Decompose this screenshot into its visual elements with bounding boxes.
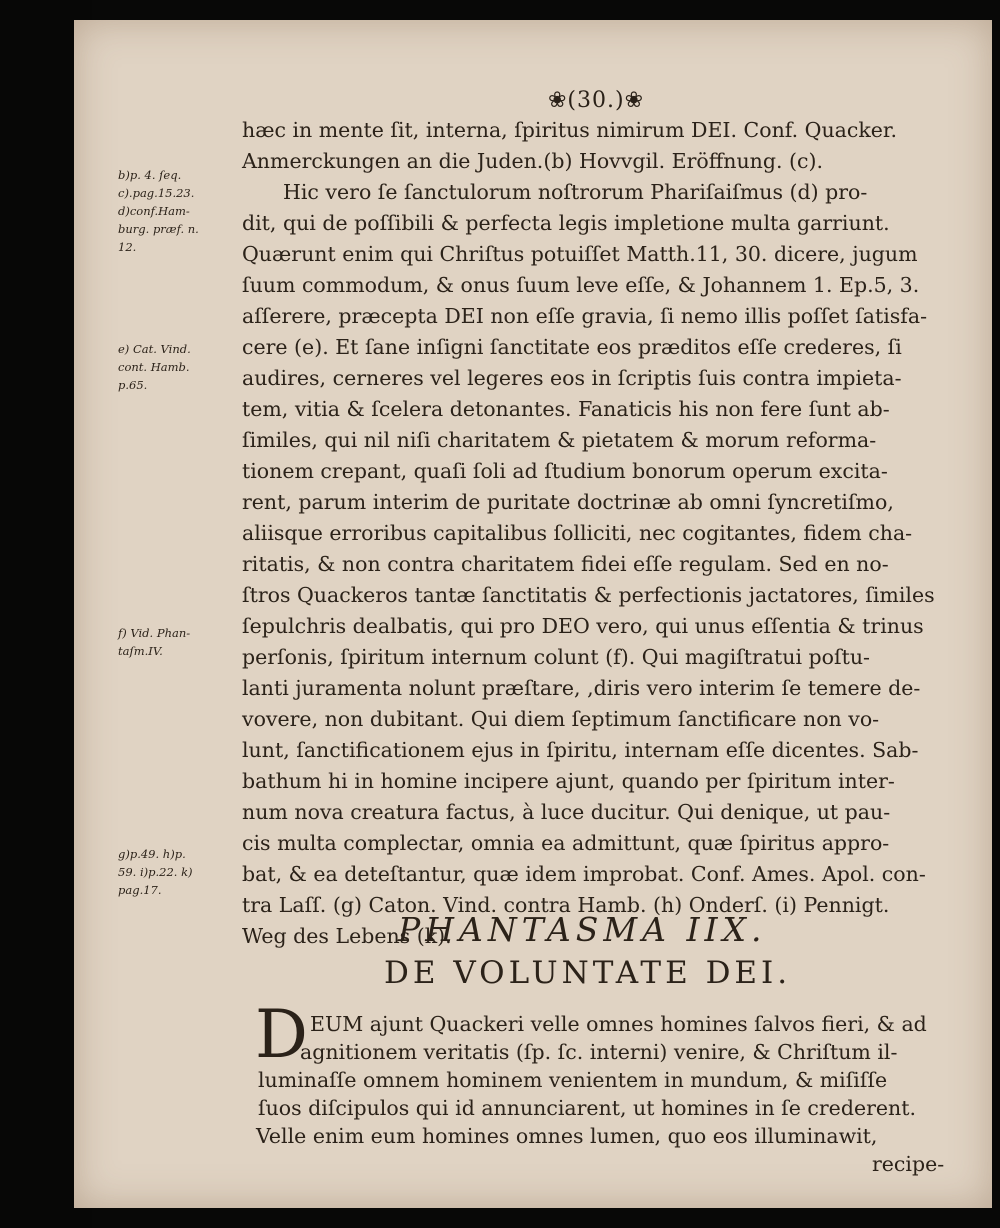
margin-note: 59. i)p.22. k) (118, 865, 193, 879)
body-line: cis multa complectar, omnia ea admittunt, quæ ſpiritus appro- (242, 831, 890, 855)
body-line: Quærunt enim qui Chriſtus potuiſſet Matth.11, 30. dicere, jugum (242, 242, 918, 266)
body-line: tra Laſſ. (g) Caton. Vind. contra Hamb. (h) Onderſ. (i) Pennigt. (242, 893, 890, 917)
body-line: Hic vero ſe ſanctulorum noſtrorum Phariſaiſmus (d) pro- (283, 180, 868, 204)
body-line: ſuum commodum, & onus ſuum leve eſſe, & Johannem 1. Ep.5, 3. (242, 273, 920, 297)
body-line: vovere, non dubitant. Qui diem ſeptimum ſanctificare non vo- (242, 707, 880, 731)
body-line: rent, parum interim de puritate doctrinæ ab omni ſyncretiſmo, (242, 490, 894, 514)
margin-note: cont. Hamb. (118, 360, 190, 374)
body-line: ſepulchris dealbatis, qui pro DEO vero, qui unus eſſentia & trinus (242, 614, 924, 638)
body-line: cere (e). Et ſane inſigni ſanctitate eos præditos eſſe crederes, ſi (242, 335, 902, 359)
body-line: agnitionem veritatis (ſp. ſc. interni) venire, & Chriſtum il- (300, 1040, 898, 1064)
body-line: lunt, ſanctificationem ejus in ſpiritu, internam eſſe dicentes. Sab- (242, 738, 919, 762)
body-line: recipe- (872, 1152, 945, 1176)
margin-note: taſm.IV. (118, 644, 163, 658)
body-line: lanti juramenta nolunt præſtare, ,diris vero interim ſe temere de- (242, 676, 921, 700)
body-line: ſtros Quackeros tantæ ſanctitatis & perfectionis jactatores, ſimiles (242, 583, 935, 607)
body-line: tionem crepant, quaſi ſoli ad ſtudium bonorum operum excita- (242, 459, 888, 483)
margin-note: pag.17. (118, 883, 162, 897)
body-line: EUM ajunt Quackeri velle omnes homines ſalvos fieri, & ad (310, 1012, 927, 1036)
margin-note: g)p.49. h)p. (118, 847, 186, 861)
body-line: Anmerckungen an die Juden.(b) Hovvgil. Eröffnung. (c). (242, 149, 824, 173)
body-line: dit, qui de poſſibili & perfecta legis impletione multa garriunt. (242, 211, 890, 235)
body-line: hæc in mente ſit, interna, ſpiritus nimirum DEI. Conf. Quacker. (242, 118, 897, 142)
body-line: perſonis, ſpiritum internum colunt (f). Qui magiſtratui poſtu- (242, 645, 870, 669)
margin-note: burg. præf. n. (118, 222, 199, 236)
margin-note: c).pag.15.23. (118, 186, 195, 200)
margin-note: b)p. 4. ſeq. (118, 168, 182, 182)
body-line: ſuos diſcipulos qui id annunciarent, ut homines in ſe crederent. (258, 1096, 916, 1120)
margin-note: e) Cat. Vind. (118, 342, 191, 356)
page-header: ❀(30.)❀ (548, 88, 645, 113)
body-line: tem, vitia & ſcelera detonantes. Fanaticis his non fere ſunt ab- (242, 397, 890, 421)
body-line: aliisque erroribus capitalibus ſolliciti, nec cogitantes, fidem cha- (242, 521, 913, 545)
body-line: audires, cerneres vel legeres eos in ſcriptis ſuis contra impieta- (242, 366, 902, 390)
margin-note: p.65. (118, 378, 148, 392)
margin-note: f) Vid. Phan- (118, 626, 191, 640)
drop-cap: D (255, 996, 308, 1073)
section-title: PHANTASMA IIX. (398, 910, 767, 949)
margin-note: d)conf.Ham- (118, 204, 190, 218)
body-line: luminaſſe omnem hominem venientem in mundum, & miſiſſe (258, 1068, 888, 1092)
body-line: Weg des Lebens (k). (242, 924, 452, 948)
body-line: ſimiles, qui nil niſi charitatem & pietatem & morum reforma- (242, 428, 877, 452)
body-line: num nova creatura factus, à luce ducitur. Qui denique, ut pau- (242, 800, 891, 824)
section-subtitle: DE VOLUNTATE DEI. (384, 955, 792, 991)
body-line: aſſerere, præcepta DEI non eſſe gravia, ſi nemo illis poſſet ſatisfa- (242, 304, 928, 328)
margin-note: 12. (118, 240, 137, 254)
body-line: Velle enim eum homines omnes lumen, quo eos illuminawit, (256, 1124, 878, 1148)
body-line: bat, & ea deteſtantur, quæ idem improbat. Conf. Ames. Apol. con- (242, 862, 926, 886)
body-line: ritatis, & non contra charitatem fidei eſſe regulam. Sed en no- (242, 552, 889, 576)
body-line: bathum hi in homine incipere ajunt, quando per ſpiritum inter- (242, 769, 895, 793)
